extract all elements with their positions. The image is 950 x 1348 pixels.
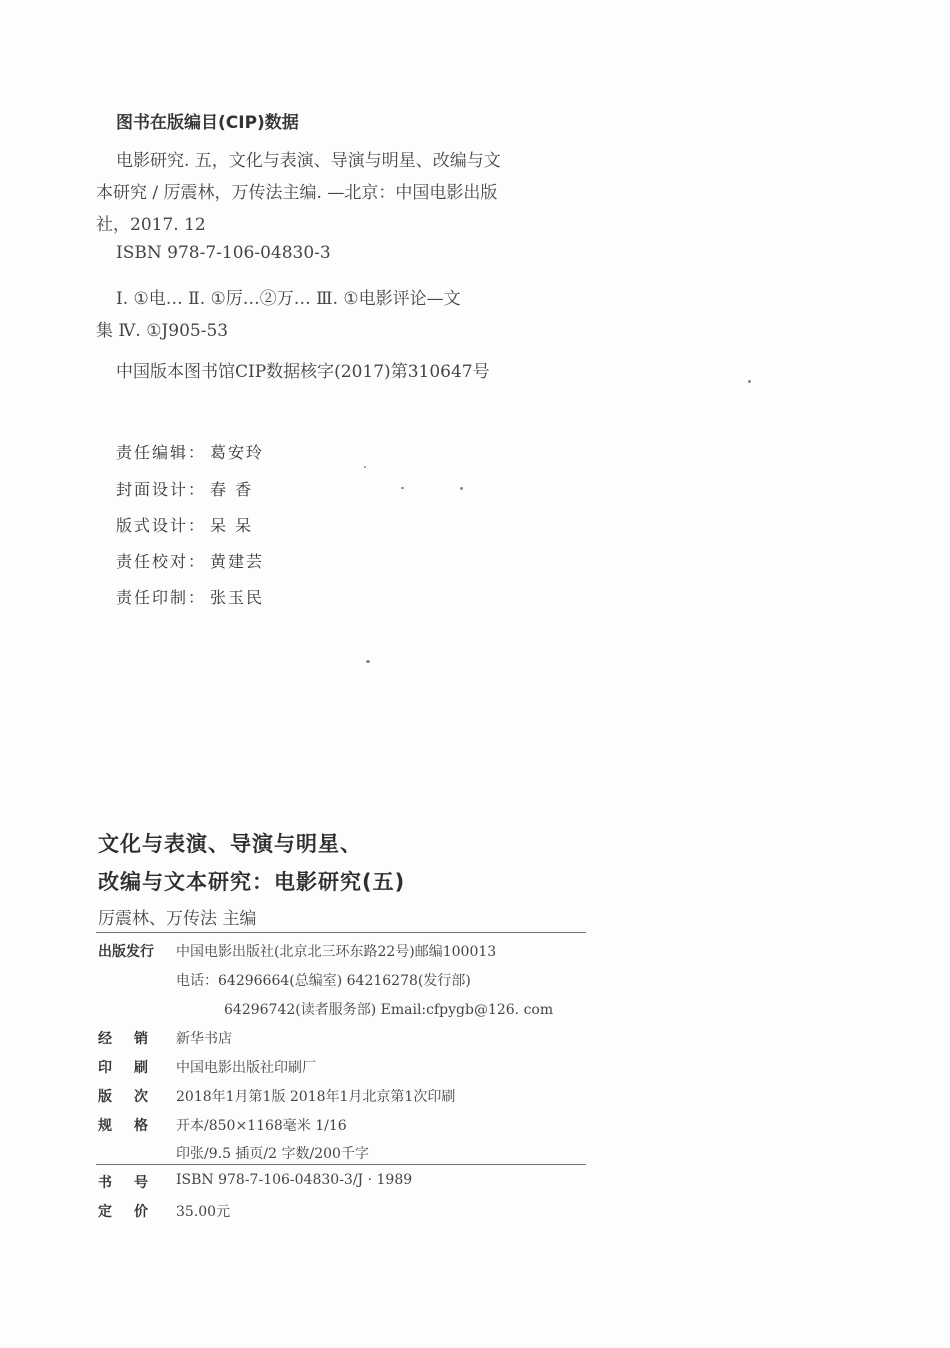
staff-credit-cover-design: [116, 477, 253, 500]
scan-speck: [401, 487, 404, 489]
phone-line: 电话：64296664(总编室) 64216278(发行部): [176, 973, 471, 989]
cip-entry-line: 社，2017. 12: [96, 215, 206, 235]
spec-label: 规格: [98, 1118, 170, 1134]
staff-name: 张玉民: [210, 588, 265, 607]
edition-label: 版次: [98, 1089, 170, 1105]
publisher-label: 出版发行: [98, 944, 154, 960]
printer-label: 印刷: [98, 1060, 170, 1076]
staff-role: 封面设计：: [116, 480, 207, 499]
staff-credit-printing: [116, 585, 264, 608]
scan-speck: [364, 466, 366, 468]
divider: [96, 1164, 586, 1165]
cip-entry-line: 本研究 / 厉震林，万传法主编. —北京：中国电影出版: [96, 183, 498, 203]
staff-name: 春 香: [210, 480, 254, 499]
book-title-line: 文化与表演、导演与明星、: [98, 832, 362, 856]
distributor-value: 新华书店: [176, 1031, 232, 1047]
scan-speck: [460, 487, 463, 490]
spec-value: 印张/9.5 插页/2 字数/200千字: [176, 1146, 369, 1162]
staff-role: 版式设计：: [116, 516, 207, 535]
book-number-value: ISBN 978-7-106-04830-3/J · 1989: [176, 1172, 413, 1188]
scan-speck: [748, 380, 751, 383]
cip-entry-line: 电影研究. 五，文化与表演、导演与明星、改编与文: [116, 151, 501, 171]
book-authors: 厉震林、万传法 主编: [98, 909, 257, 929]
book-number-label: 书号: [98, 1175, 170, 1191]
printer-value: 中国电影出版社印刷厂: [176, 1060, 316, 1076]
cip-core-data-number: 中国版本图书馆CIP数据核字(2017)第310647号: [116, 362, 490, 382]
staff-credit-proofreader: [116, 549, 264, 572]
cip-classification-line: 集 Ⅳ. ①J905-53: [96, 321, 229, 341]
distributor-label: 经销: [98, 1031, 170, 1047]
edition-value: 2018年1月第1版 2018年1月北京第1次印刷: [176, 1089, 456, 1105]
spec-value: 开本/850×1168毫米 1/16: [176, 1118, 347, 1134]
staff-name: 黄建芸: [210, 552, 265, 571]
cip-classification-line: Ⅰ. ①电… Ⅱ. ①厉…②万… Ⅲ. ①电影评论—文: [116, 289, 461, 309]
price-label: 定价: [98, 1204, 170, 1220]
publisher-value: 中国电影出版社(北京北三环东路22号)邮编100013: [176, 944, 497, 960]
staff-role: 责任校对：: [116, 552, 207, 571]
staff-role: 责任编辑：: [116, 443, 207, 462]
book-title-line: 改编与文本研究：电影研究(五): [98, 870, 406, 894]
staff-credit-editor: [116, 440, 264, 463]
cip-heading: 图书在版编目(CIP)数据: [116, 113, 299, 133]
staff-name: 葛安玲: [210, 443, 265, 462]
cip-isbn: ISBN 978-7-106-04830-3: [116, 243, 331, 263]
price-value: 35.00元: [176, 1204, 231, 1220]
staff-credit-layout-design: [116, 513, 253, 536]
staff-name: 呆 呆: [210, 516, 254, 535]
divider: [96, 932, 586, 933]
phone-line: 64296742(读者服务部) Email:cfpygb@126. com: [224, 1002, 554, 1018]
staff-role: 责任印制：: [116, 588, 207, 607]
scan-speck: [366, 660, 370, 663]
